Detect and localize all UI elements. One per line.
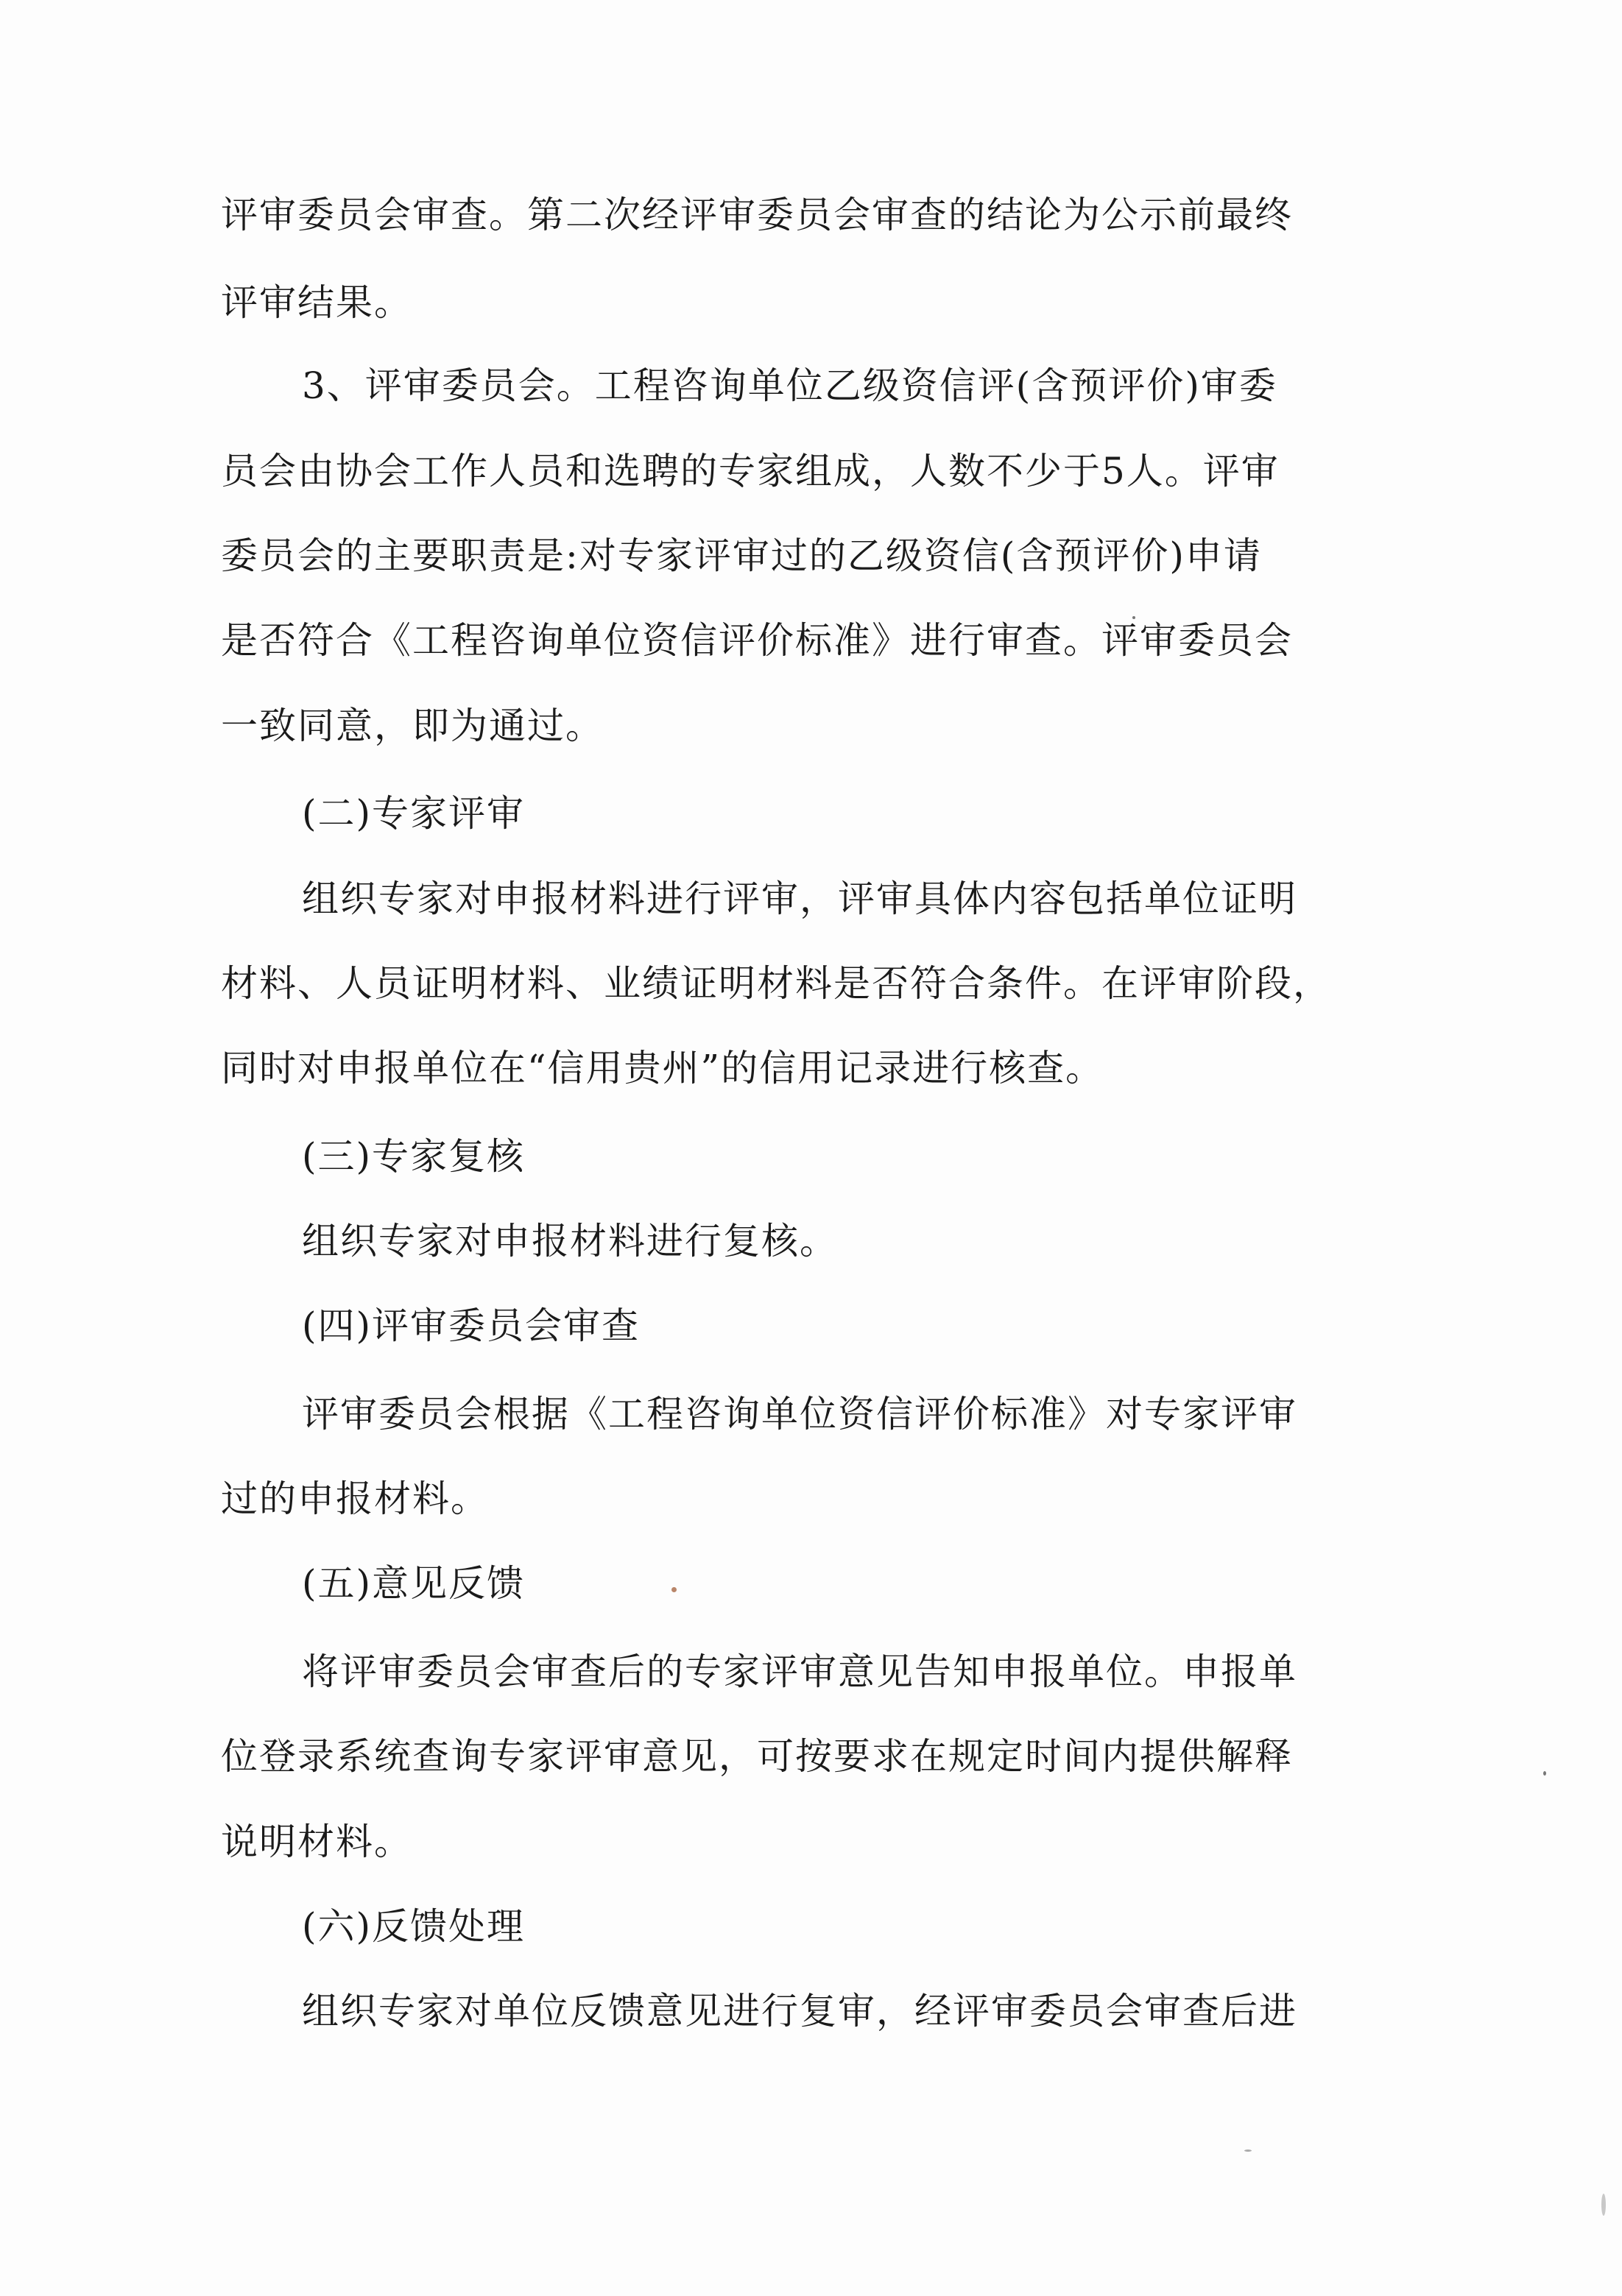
paragraph-line: 组织专家对申报材料进行评审，评审具体内容包括单位证明 [302,877,1297,920]
section-heading-4: (四)评审委员会审查 [302,1304,641,1347]
paragraph-line: 将评审委员会审查后的专家评审意见告知申报单位。申报单 [302,1650,1297,1693]
section-heading-2: (二)专家评审 [302,792,526,835]
paragraph-line: 评审委员会审查。第二次经评审委员会审查的结论为公示前最终 [221,194,1293,236]
section-heading-6: (六)反馈处理 [302,1905,526,1948]
paragraph-line: 评审结果。 [221,281,412,324]
paragraph-line: 委员会的主要职责是:对专家评审过的乙级资信(含预评价)申请 [221,534,1262,577]
paragraph-line: 是否符合《工程咨询单位资信评价标准》进行审查。评审委员会 [221,619,1293,662]
paragraph-line: 说明材料。 [221,1820,412,1863]
scan-speck [671,1587,677,1592]
paragraph-line: 组织专家对申报材料进行复核。 [302,1220,838,1262]
section-heading-3: (三)专家复核 [302,1135,526,1178]
paragraph-line: 过的申报材料。 [221,1477,489,1520]
paragraph-line: 材料、人员证明材料、业绩证明材料是否符合条件。在评审阶段， [221,962,1331,1005]
scan-speck [1601,2194,1606,2216]
section-item-3: 3、评审委员会。工程咨询单位乙级资信评(含预评价)审委 [302,364,1277,407]
paragraph-line: 同时对申报单位在“信用贵州”的信用记录进行核查。 [221,1047,1104,1089]
paragraph-line: 一致同意，即为通过。 [221,704,604,747]
section-heading-5: (五)意见反馈 [302,1562,526,1605]
scan-speck [1244,2150,1252,2152]
paragraph-line: 位登录系统查询专家评审意见，可按要求在规定时间内提供解释 [221,1735,1293,1778]
scan-speck [1132,616,1135,619]
paragraph-line: 组织专家对单位反馈意见进行复审，经评审委员会审查后进 [302,1990,1297,2032]
paragraph-line: 员会由协会工作人员和选聘的专家组成，人数不少于5人。评审 [221,450,1280,492]
scan-speck [1543,1771,1546,1776]
paragraph-line: 评审委员会根据《工程咨询单位资信评价标准》对专家评审 [302,1393,1297,1435]
